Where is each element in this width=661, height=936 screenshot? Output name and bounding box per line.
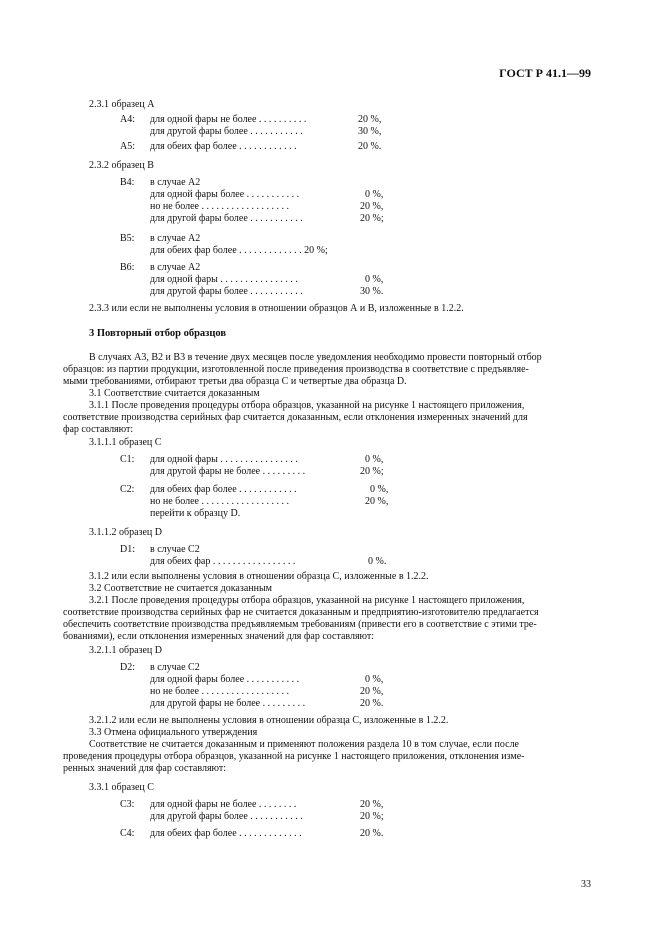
section-heading: 3 Повторный отбор образцов bbox=[89, 328, 227, 339]
item-text: для другой фары не более . . . . . . . . . bbox=[150, 698, 306, 709]
item-text: для одной фары не более . . . . . . . . . . bbox=[150, 114, 307, 125]
item-text: но не более . . . . . . . . . . . . . . . . . . bbox=[150, 496, 289, 507]
item-label: D1: bbox=[120, 544, 135, 555]
item-value: 0 %, bbox=[365, 189, 384, 200]
item-text: для другой фары более . . . . . . . . . . . bbox=[150, 286, 303, 297]
item-value: 20 %. bbox=[358, 141, 382, 152]
paragraph-line: 3.1.1 После проведения процедуры отбора образцов, указанной на рисунке 1 настоящего приложения, bbox=[89, 400, 525, 411]
item-text: но не более . . . . . . . . . . . . . . . . . . bbox=[150, 686, 289, 697]
item-value: 20 %, bbox=[360, 686, 384, 697]
item-label: В6: bbox=[120, 262, 135, 273]
item-text: для другой фары более . . . . . . . . . . . bbox=[150, 213, 303, 224]
item-text: для обеих фар более . . . . . . . . . . . . . bbox=[150, 828, 302, 839]
item-text: для одной фары . . . . . . . . . . . . . . . . bbox=[150, 274, 298, 285]
item-value: 0 %. bbox=[368, 556, 387, 567]
item-text: но не более . . . . . . . . . . . . . . . . . . bbox=[150, 201, 289, 212]
item-label: С1: bbox=[120, 454, 135, 465]
item-value: 20 %; bbox=[360, 466, 384, 477]
subsection-title: 3.3 Отмена официального утверждения bbox=[89, 727, 258, 738]
item-text: для другой фары более . . . . . . . . . . . bbox=[150, 126, 303, 137]
item-value: 20 %; bbox=[360, 213, 384, 224]
paragraph-line: 3.2.1.2 или если не выполнены условия в отношении образца С, изложенные в 1.2.2. bbox=[89, 715, 449, 726]
item-text: для одной фары . . . . . . . . . . . . . . . . bbox=[150, 454, 298, 465]
page-number: 33 bbox=[581, 879, 591, 890]
item-value: 0 %, bbox=[365, 674, 384, 685]
paragraph-line: мыми требованиями, отбирают третьи два образца С и четвертые два образца D. bbox=[63, 376, 407, 387]
item-value: 30 %. bbox=[360, 286, 384, 297]
item-text: перейти к образцу D. bbox=[150, 508, 241, 519]
paragraph-line: образцов: из партии продукции, изготовленной после приведения производства в соответствие с предъявляе- bbox=[63, 364, 529, 375]
item-value: 30 %, bbox=[358, 126, 382, 137]
item-value: 20 %, bbox=[360, 201, 384, 212]
paragraph-line: бованиями), если отклонения измеренных значений для фар составляют: bbox=[63, 631, 375, 642]
paragraph-line: обеспечить соответствие производства предъявляемым требованиям (привести его в соответствие с этими тре- bbox=[63, 619, 537, 630]
item-label: А5: bbox=[120, 141, 135, 152]
document-header: ГОСТ Р 41.1—99 bbox=[499, 66, 591, 80]
item-value: 0 %, bbox=[370, 484, 389, 495]
item-text: в случае С2 bbox=[150, 544, 200, 555]
item-text: для обеих фар более . . . . . . . . . . . . bbox=[150, 484, 297, 495]
item-value: 0 %, bbox=[365, 274, 384, 285]
paragraph-line: 3.2.1 После проведения процедуры отбора образцов, указанной на рисунке 1 настоящего приложения, bbox=[89, 595, 525, 606]
subsection-title: 2.3.2 образец В bbox=[89, 160, 154, 171]
item-text: в случае С2 bbox=[150, 662, 200, 673]
item-label: В4: bbox=[120, 177, 135, 188]
item-label: С3: bbox=[120, 799, 135, 810]
item-value: 0 %, bbox=[365, 454, 384, 465]
paragraph-line: соответствие производства серийных фар не считается доказанным и предприятию-изготовителю предлагается bbox=[63, 607, 539, 618]
paragraph-line: ренных значений для фар составляют: bbox=[63, 763, 227, 774]
item-text: для обеих фар . . . . . . . . . . . . . . . . . bbox=[150, 556, 296, 567]
paragraph-line: 3.1.2 или если выполнены условия в отношении образца С, изложенные в 1.2.2. bbox=[89, 571, 429, 582]
paragraph-line: соответствие производства серийных фар считается доказанным, если отклонения измеренных значений для bbox=[63, 412, 528, 423]
item-text: для другой фары не более . . . . . . . . . bbox=[150, 466, 306, 477]
subsection-title: 3.2.1.1 образец D bbox=[89, 645, 162, 656]
item-text: для одной фары не более . . . . . . . . bbox=[150, 799, 297, 810]
item-text: для другой фары более . . . . . . . . . . . bbox=[150, 811, 303, 822]
item-label: С2: bbox=[120, 484, 135, 495]
item-text: для обеих фар более . . . . . . . . . . . . . 20 %; bbox=[150, 245, 328, 256]
subsection-title: 3.1 Соответствие считается доказанным bbox=[89, 388, 260, 399]
paragraph: 2.3.3 или если не выполнены условия в отношении образцов А и В, изложенные в 1.2.2. bbox=[89, 303, 464, 314]
item-value: 20 %. bbox=[360, 828, 384, 839]
item-value: 20 %, bbox=[365, 496, 389, 507]
item-label: А4: bbox=[120, 114, 135, 125]
item-text: в случае А2 bbox=[150, 177, 201, 188]
item-text: в случае А2 bbox=[150, 262, 201, 273]
item-text: для обеих фар более . . . . . . . . . . . . bbox=[150, 141, 297, 152]
paragraph-line: фар составляют: bbox=[63, 424, 134, 435]
item-text: в случае А2 bbox=[150, 233, 201, 244]
subsection-title: 3.3.1 образец С bbox=[89, 782, 154, 793]
paragraph-line: В случаях А3, В2 и В3 в течение двух месяцев после уведомления необходимо провести повторный отбор bbox=[89, 352, 542, 363]
paragraph-line: Соответствие не считается доказанным и применяют положения раздела 10 в том случае, если после bbox=[89, 739, 519, 750]
item-label: С4: bbox=[120, 828, 135, 839]
item-value: 20 %, bbox=[358, 114, 382, 125]
subsection-title: 2.3.1 образец А bbox=[89, 99, 155, 110]
paragraph-line: проведения процедуры отбора образцов, указанной на рисунке 1 настоящего приложения, отклонения изме- bbox=[63, 751, 525, 762]
item-text: для одной фары более . . . . . . . . . . . bbox=[150, 674, 300, 685]
subsection-title: 3.1.1.1 образец С bbox=[89, 437, 162, 448]
item-value: 20 %; bbox=[360, 811, 384, 822]
item-text: для одной фары более . . . . . . . . . . . bbox=[150, 189, 300, 200]
item-label: D2: bbox=[120, 662, 135, 673]
item-label: В5: bbox=[120, 233, 135, 244]
item-value: 20 %. bbox=[360, 698, 384, 709]
subsection-title: 3.1.1.2 образец D bbox=[89, 527, 162, 538]
item-value: 20 %, bbox=[360, 799, 384, 810]
subsection-title: 3.2 Соответствие не считается доказанным bbox=[89, 583, 273, 594]
